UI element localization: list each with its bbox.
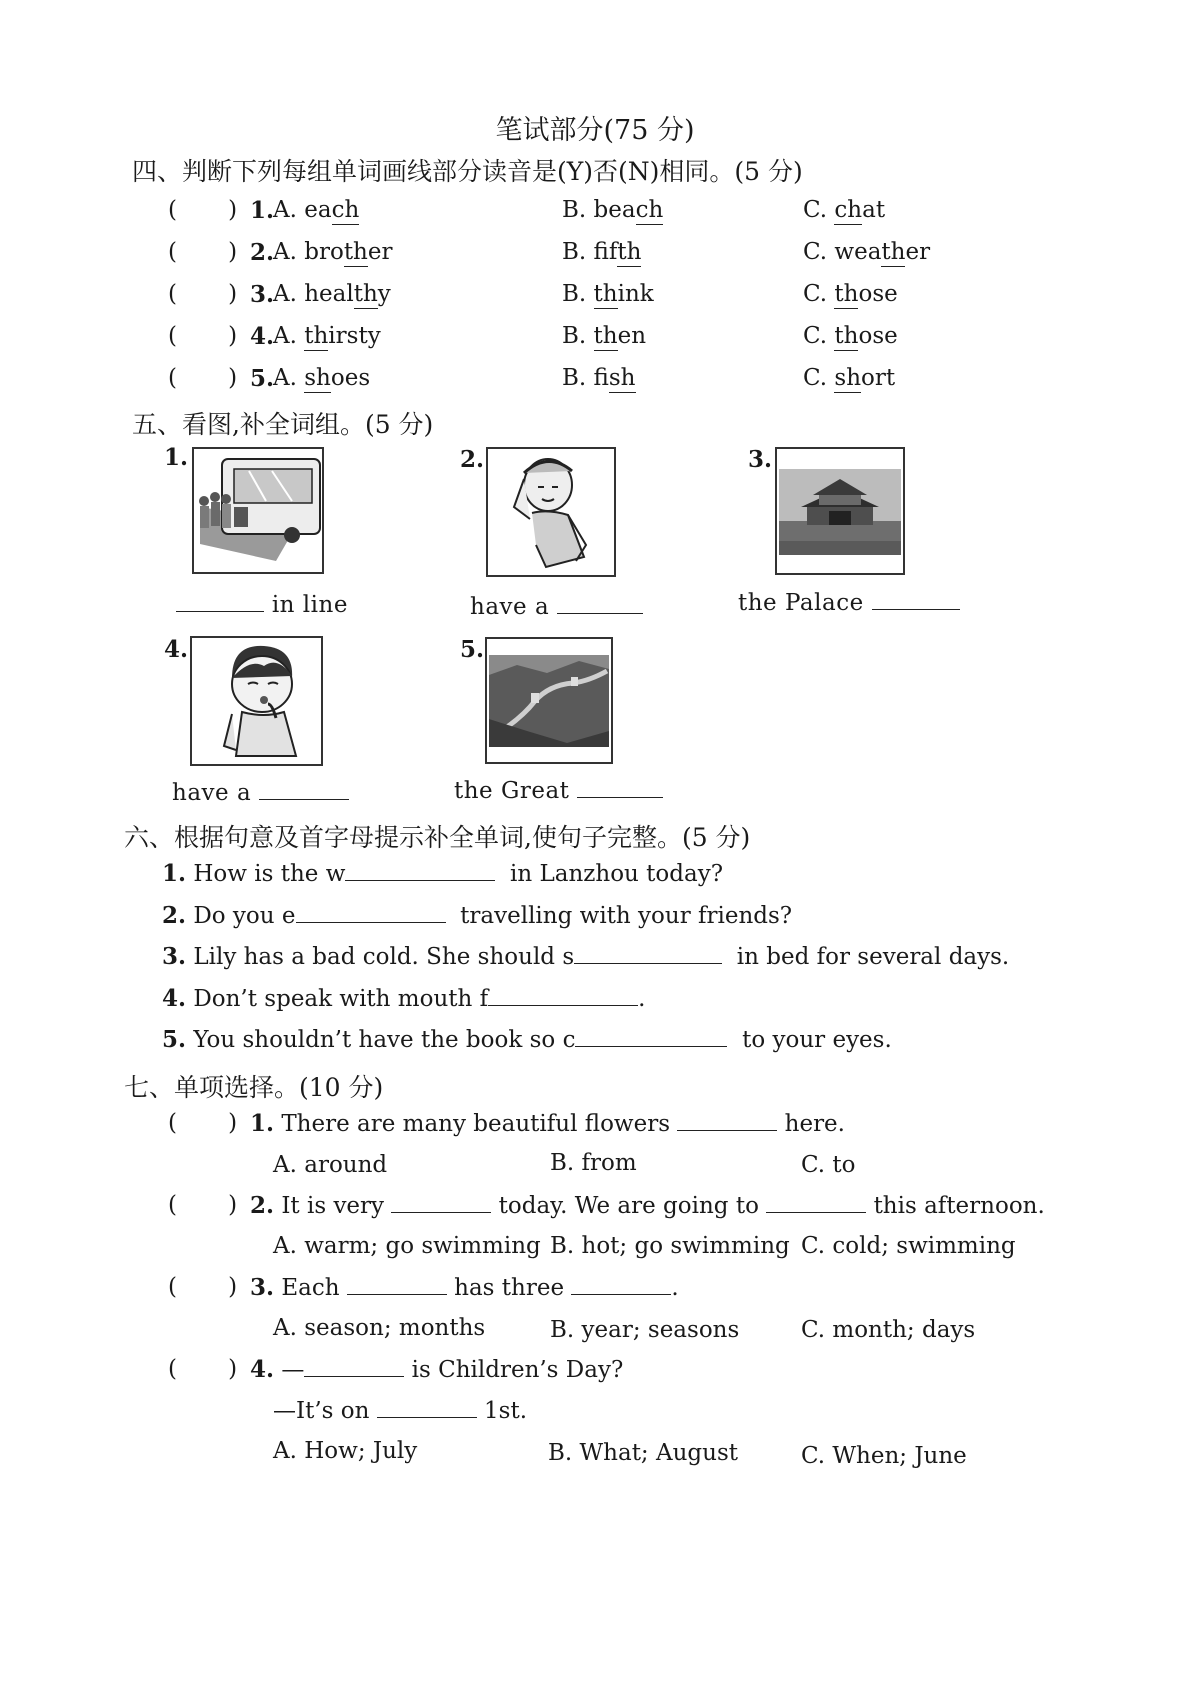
question-number: 2. <box>250 239 275 266</box>
option-b: B. fish <box>562 365 636 391</box>
answer-paren[interactable]: ( ) <box>168 1356 238 1382</box>
answer-paren[interactable]: ( ) <box>168 1274 238 1300</box>
cough-boy-picture <box>190 636 323 766</box>
answer-blank[interactable] <box>377 1416 477 1418</box>
option-b[interactable]: B. What; August <box>548 1440 738 1466</box>
option-a[interactable]: A. season; months <box>273 1315 486 1341</box>
picture-number: 1. <box>164 444 189 471</box>
answer-blank[interactable] <box>347 1293 447 1295</box>
option-c[interactable]: C. cold; swimming <box>801 1233 1016 1259</box>
fill-sentence-4: 4. Don’t speak with mouth f . <box>162 985 646 1012</box>
answer-blank[interactable] <box>557 612 643 614</box>
option-a[interactable]: A. around <box>273 1152 388 1178</box>
mc-question-4: 4. — is Children’s Day? <box>250 1356 624 1383</box>
answer-paren[interactable]: ( ) <box>168 239 238 265</box>
answer-blank[interactable] <box>176 610 264 612</box>
picture-number: 5. <box>460 636 485 663</box>
option-a: A. healthy <box>273 281 391 307</box>
option-b: B. think <box>562 281 654 307</box>
answer-blank[interactable] <box>577 796 663 798</box>
answer-blank[interactable] <box>574 962 722 964</box>
phrase-1: in line <box>176 592 348 618</box>
option-c: C. chat <box>803 197 886 223</box>
question-number: 5. <box>250 365 275 392</box>
option-a: A. each <box>273 197 360 223</box>
page-title: 笔试部分(75 分) <box>495 115 695 146</box>
section-7-heading: 七、单项选择。(10 分) <box>124 1073 384 1102</box>
question-number: 4. <box>250 323 275 350</box>
option-b[interactable]: B. from <box>550 1150 637 1176</box>
answer-paren[interactable]: ( ) <box>168 1110 238 1136</box>
answer-blank[interactable] <box>296 921 446 923</box>
mc-question-3: 3. Each has three . <box>250 1274 679 1301</box>
bus-line-picture <box>192 447 324 574</box>
answer-blank[interactable] <box>304 1375 404 1377</box>
headache-boy-picture <box>486 447 616 577</box>
answer-blank[interactable] <box>766 1211 866 1213</box>
mc-question-4-reply: —It’s on 1st. <box>273 1398 528 1424</box>
option-b[interactable]: B. hot; go swimming <box>550 1233 790 1259</box>
answer-paren[interactable]: ( ) <box>168 281 238 307</box>
option-c[interactable]: C. month; days <box>801 1317 976 1343</box>
answer-blank[interactable] <box>391 1211 491 1213</box>
option-b: B. beach <box>562 197 664 223</box>
question-number: 3. <box>250 281 275 308</box>
option-c: C. weather <box>803 239 931 265</box>
section-5-heading: 五、看图,补全词组。(5 分) <box>132 410 434 439</box>
answer-blank[interactable] <box>259 798 349 800</box>
answer-paren[interactable]: ( ) <box>168 365 238 391</box>
picture-number: 2. <box>460 446 485 473</box>
option-a[interactable]: A. How; July <box>273 1438 418 1464</box>
answer-paren[interactable]: ( ) <box>168 1192 238 1218</box>
section-6-heading: 六、根据句意及首字母提示补全单词,使句子完整。(5 分) <box>124 823 751 852</box>
option-a: A. brother <box>273 239 393 265</box>
answer-blank[interactable] <box>345 879 495 881</box>
picture-number: 4. <box>164 636 189 663</box>
option-c[interactable]: C. When; June <box>801 1443 967 1469</box>
option-a[interactable]: A. warm; go swimming <box>273 1233 541 1259</box>
answer-blank[interactable] <box>488 1004 638 1006</box>
fill-sentence-3: 3. Lily has a bad cold. She should s in bed for several days. <box>162 943 1010 970</box>
answer-paren[interactable]: ( ) <box>168 323 238 349</box>
option-c: C. those <box>803 323 898 349</box>
mc-question-1: 1. There are many beautiful flowers here. <box>250 1110 845 1137</box>
option-b: B. then <box>562 323 647 349</box>
answer-blank[interactable] <box>872 608 960 610</box>
answer-blank[interactable] <box>677 1129 777 1131</box>
option-c: C. those <box>803 281 898 307</box>
fill-sentence-2: 2. Do you e travelling with your friends? <box>162 902 793 929</box>
option-b: B. fifth <box>562 239 642 265</box>
phrase-3: the Palace <box>738 590 960 616</box>
option-b[interactable]: B. year; seasons <box>550 1317 740 1343</box>
palace-museum-photo <box>775 447 905 575</box>
option-c[interactable]: C. to <box>801 1152 856 1178</box>
option-a: A. shoes <box>273 365 371 391</box>
answer-paren[interactable]: ( ) <box>168 197 238 223</box>
fill-sentence-1: 1. How is the w in Lanzhou today? <box>162 860 724 887</box>
option-c: C. short <box>803 365 896 391</box>
answer-blank[interactable] <box>575 1045 727 1047</box>
fill-sentence-5: 5. You shouldn’t have the book so c to your eyes. <box>162 1026 892 1053</box>
phrase-5: the Great <box>454 778 663 804</box>
answer-blank[interactable] <box>571 1293 671 1295</box>
question-number: 1. <box>250 197 275 224</box>
picture-number: 3. <box>748 446 773 473</box>
mc-question-2: 2. It is very today. We are going to this afternoon. <box>250 1192 1045 1219</box>
phrase-2: have a <box>470 594 643 620</box>
option-a: A. thirsty <box>273 323 381 349</box>
section-4-heading: 四、判断下列每组单词画线部分读音是(Y)否(N)相同。(5 分) <box>132 157 803 186</box>
phrase-4: have a <box>172 780 349 806</box>
great-wall-photo <box>485 637 613 764</box>
